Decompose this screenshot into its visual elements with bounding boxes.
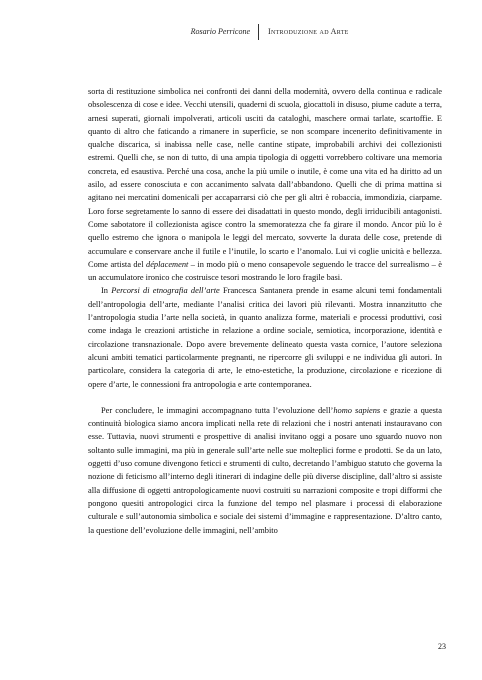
paragraph-2-start: In	[101, 286, 112, 296]
paragraph-3-italic: homo sapiens	[333, 405, 381, 415]
running-head	[0, 24, 482, 40]
running-head-divider	[258, 24, 259, 40]
paragraph-3-end: e grazie a questa continuità biologica siamo ancora implicati nella rete di relazioni che i nostri antenati instauravano con esse. Tuttavia, nuovi strumenti e prospettive di analisi invitano oggi a posare uno sguardo nuovo non soltanto sulle immagini, ma più in generale sull’arte nelle sue molteplici forme e prodotti. Se da un lato, oggetti d’uso comune divengono feticci e strumenti di culto, decretando l’ambiguo statuto che governa la nozione di feticismo all’interno degli itinerari di indagine delle più diverse discipline, dall’altro si assiste alla diffusione di oggetti antropologicamente nuovi costruiti su narrazioni composite e tropi difformi che pongono quesiti antropologici circa la funzione del tempo nel plasmare i processi di elaborazione culturale e sull’autonomia simbolica e sociale dei sistemi d’immagine e rappresentazione. D’altro canto, la questione dell’evoluzione delle immagini, nell’ambito	[88, 405, 442, 535]
paragraph-1	[88, 85, 442, 284]
paragraph-2-end: Francesca Santanera prende in esame alcuni temi fondamentali dell’antropologia dell’arte, mediante l’analisi critica dei lavori più rilevanti. Mostra innanzitutto che l’antropologia studia l’arte nella società, in quanto analizza forme, materiali e processi produttivi, così come indaga le creazioni artistiche in relazione a ordine sociale, semiotica, incorporazione, identità e circolazione transnazionale. Dopo avere brevemente delineato questa vasta cornice, l’autore seleziona alcuni ambiti tematici particolarmente pregnanti, ne ripercorre gli sviluppi e ne individua gli autori. In particolare, considera la categoria di arte, le etno-estetiche, la produzione, circolazione e ricezione di opere d’arte, le connessioni fra antropologia e arte contemporanea.	[88, 286, 443, 389]
paragraph-2-italic: Percorsi di etnografia dell’arte	[111, 286, 220, 296]
running-head-title: Introduzione ad Arte	[268, 27, 349, 36]
running-head-author: Rosario Perricone	[190, 27, 250, 36]
page-number: 23	[438, 642, 446, 651]
paragraph-2	[88, 284, 442, 390]
paragraph-3-start: Per concludere, le immagini accompagnano tutta l’evoluzione dell’	[101, 405, 334, 415]
paragraph-1-italic: déplacement	[146, 259, 189, 269]
paragraph-1-text: sorta di restituzione simbolica nei confronti dei danni della modernità, ovvero della continua e radicale obsolescenza di cose e idee. Vecchi utensili, quaderni di scuola, giocattoli in disuso, piume cadute a terra, arnesi superati, giornali impolverati, articoli usciti da cataloghi, maschere ormai tarlate, scartoffie. E quanto di altro che faticando a rimanere in superficie, se non scompare incenerito definitivamente in qualche discarica, si inabissa nelle case, nelle cantine stipate, improbabili archivi dei collezionisti estremi. Quelli che, se non di tutto, di una ampia tipologia di oggetti vorrebbero coltivare una memoria concreta, ed esaustiva. Perché una cosa, anche la più umile o inutile, è come una vita ed ha diritto ad un asilo, ad essere conosciuta e con accanimento salvata dall’abbandono. Quelli che di prima mattina si agitano nei mercatini domenicali per accaparrarsi ciò che per gli altri è robaccia, immondizia, ciarpame. Loro forse segretamente lo sanno di essere dei disadattati in questo mondo, degli irriducibili antagonisti. Come sabotatore il collezionista agisce contro la smemoratezza che fa girare il mondo. Ancor più lo è quello estremo che ignora o manipola le leggi del mercato, sovverte la durata delle cose, pretende di accumulare e conservare anche il futile e l’inutile, lo scarto e l’anomalo. Lui vi coglie unicità e bellezza. Come artista del	[88, 87, 442, 269]
paragraph-1-end: – in modo più o meno consapevole seguendo le tracce del surrealismo – è un accumulatore ironico che costruisce tesori mostrando le loro fragile basi.	[88, 259, 442, 283]
body-text	[88, 85, 442, 537]
paragraph-gap	[88, 391, 442, 404]
paragraph-3	[88, 404, 442, 537]
